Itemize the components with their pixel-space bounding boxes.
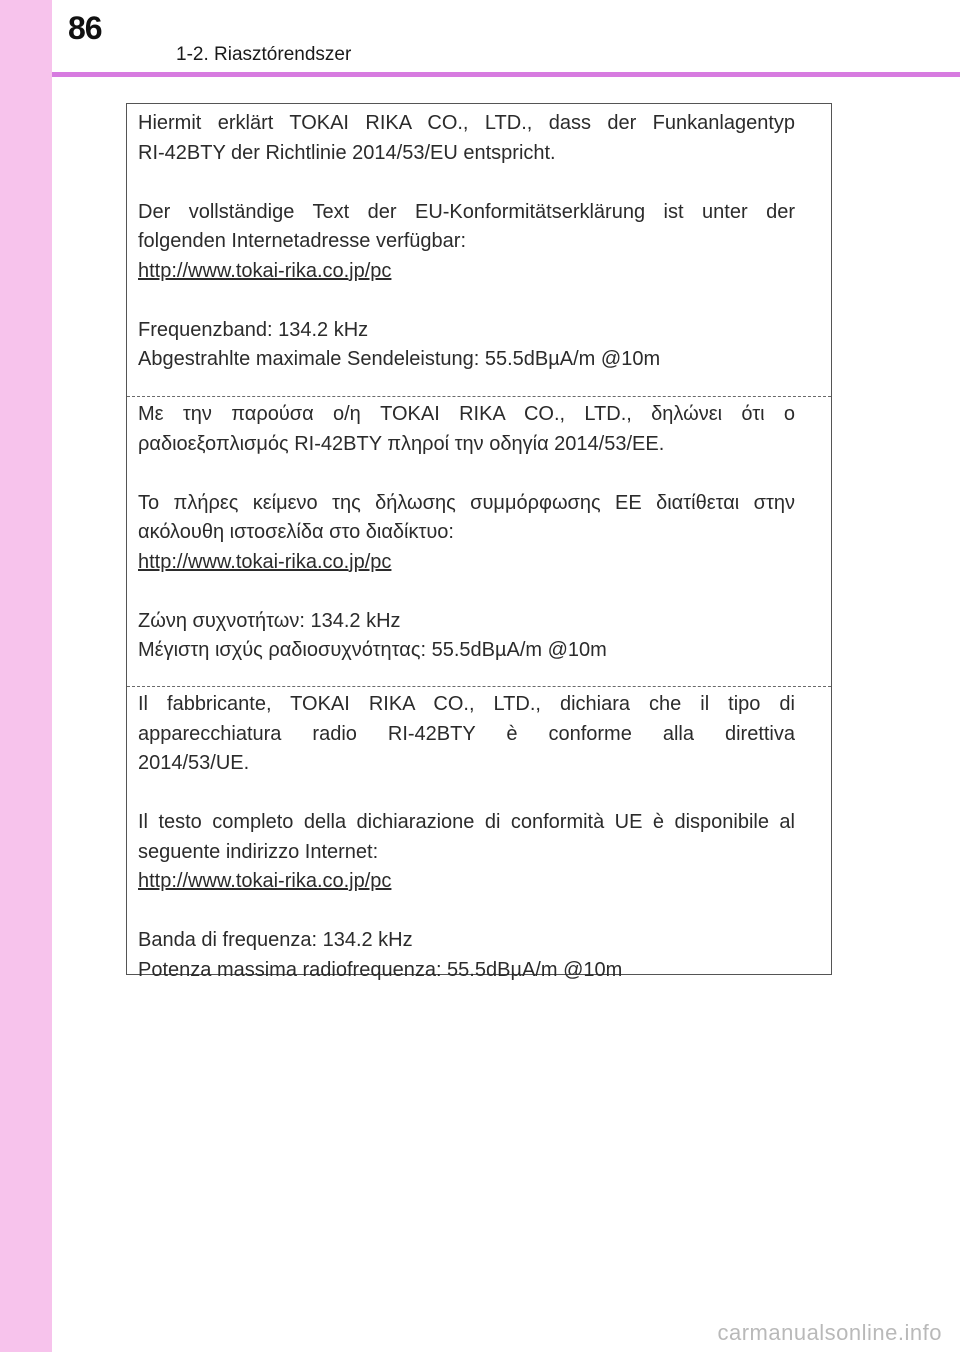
conformity-line-2: ραδιοεξοπλισμός RI-42BTY πληροί την οδηγία 2014/53/ΕΕ. <box>138 432 665 455</box>
declaration-url-link[interactable]: http://www.tokai-rika.co.jp/pc <box>138 870 392 892</box>
conformity-line-1: Il fabbricante, TOKAI RIKA CO., LTD., dichiara che il tipo di <box>138 693 795 715</box>
frequency-band: Ζώνη συχνοτήτων: 134.2 kHz <box>138 609 401 632</box>
declaration-greek <box>127 396 831 686</box>
page-number: 86 <box>68 10 102 46</box>
declaration-italian <box>127 686 831 981</box>
fulltext-line-1: Il testo completo della dichiarazione di conformità UE è disponibile al <box>138 811 795 833</box>
conformity-line-1: Με την παρούσα ο/η TOKAI RIKA CO., LTD., δηλώνει ότι ο <box>138 403 795 425</box>
fulltext-line-2: seguente indirizzo Internet: <box>138 840 379 863</box>
fulltext-line-1: Der vollständige Text der EU-Konformitätserklärung ist unter der <box>138 200 795 223</box>
conformity-line-2: RI-42BTY der Richtlinie 2014/53/EU entspricht. <box>138 141 556 164</box>
watermark: carmanualsonline.info <box>717 1320 942 1345</box>
declaration-german <box>127 104 831 396</box>
conformity-line-2: apparecchiatura radio RI-42BTY è conforme alla direttiva <box>138 722 795 745</box>
fulltext-line-2: ακόλουθη ιστοσελίδα στο διαδίκτυο: <box>138 521 454 543</box>
declaration-url-link[interactable]: http://www.tokai-rika.co.jp/pc <box>138 259 392 282</box>
fulltext-line-2: folgenden Internetadresse verfügbar: <box>138 230 466 252</box>
header-divider <box>52 72 960 77</box>
side-color-strip <box>0 0 52 1352</box>
section-title: 1-2. Riasztórendszer <box>176 44 352 65</box>
fulltext-line-1: Το πλήρες κείμενο της δήλωσης συμμόρφωσης ΕΕ διατίθεται στην <box>138 491 795 514</box>
max-power: Abgestrahlte maximale Sendeleistung: 55.5dBµA/m @10m <box>138 348 661 370</box>
declaration-url-link[interactable]: http://www.tokai-rika.co.jp/pc <box>138 550 392 573</box>
max-power: Potenza massima radiofrequenza: 55.5dBµA/m @10m <box>138 958 623 981</box>
frequency-band: Banda di frequenza: 134.2 kHz <box>138 929 413 951</box>
conformity-line-1: Hiermit erklärt TOKAI RIKA CO., LTD., dass der Funkanlagentyp <box>138 112 795 134</box>
frequency-band: Frequenzband: 134.2 kHz <box>138 318 369 341</box>
declaration-box <box>126 103 832 981</box>
conformity-line-3: 2014/53/UE. <box>138 752 250 774</box>
max-power: Μέγιστη ισχύς ραδιοσυχνότητας: 55.5dBµA/m @10m <box>138 639 607 661</box>
